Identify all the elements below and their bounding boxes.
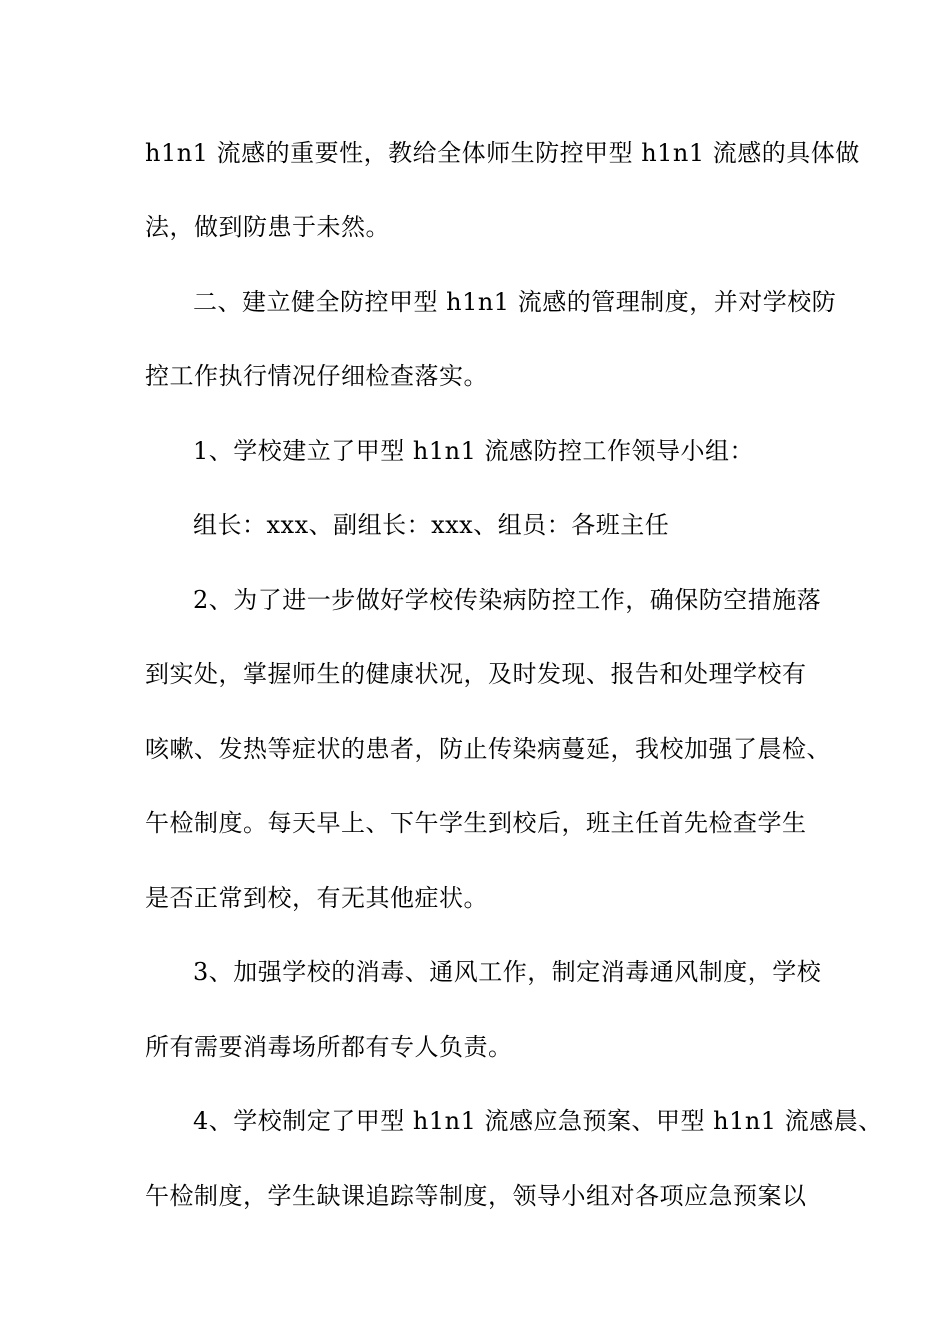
text-line: 控工作执行情况仔细检查落实。: [145, 362, 488, 390]
text-line: 午检制度，学生缺课追踪等制度，领导小组对各项应急预案以: [145, 1182, 807, 1210]
text-line: 到实处，掌握师生的健康状况，及时发现、报告和处理学校有: [145, 660, 807, 688]
text-line: 午检制度。每天早上、下午学生到校后，班主任首先检查学生: [145, 809, 807, 837]
text-line: 咳嗽、发热等症状的患者，防止传染病蔓延，我校加强了晨检、: [145, 735, 831, 763]
text-line: 组长：xxx、副组长：xxx、组员：各班主任: [193, 511, 670, 539]
text-line: h1n1 流感的重要性，教给全体师生防控甲型 h1n1 流感的具体做: [145, 139, 860, 167]
text-line: 1、学校建立了甲型 h1n1 流感防控工作领导小组：: [193, 437, 754, 465]
text-line: 法，做到防患于未然。: [145, 213, 390, 241]
text-line: 2、为了进一步做好学校传染病防控工作，确保防空措施落: [193, 586, 822, 614]
text-line: 是否正常到校，有无其他症状。: [145, 884, 488, 912]
text-line: 二、建立健全防控甲型 h1n1 流感的管理制度，并对学校防: [193, 288, 837, 316]
text-line: 所有需要消毒场所都有专人负责。: [145, 1033, 513, 1061]
text-line: 4、学校制定了甲型 h1n1 流感应急预案、甲型 h1n1 流感晨、: [193, 1107, 883, 1135]
text-line: 3、加强学校的消毒、通风工作，制定消毒通风制度，学校: [193, 958, 822, 986]
